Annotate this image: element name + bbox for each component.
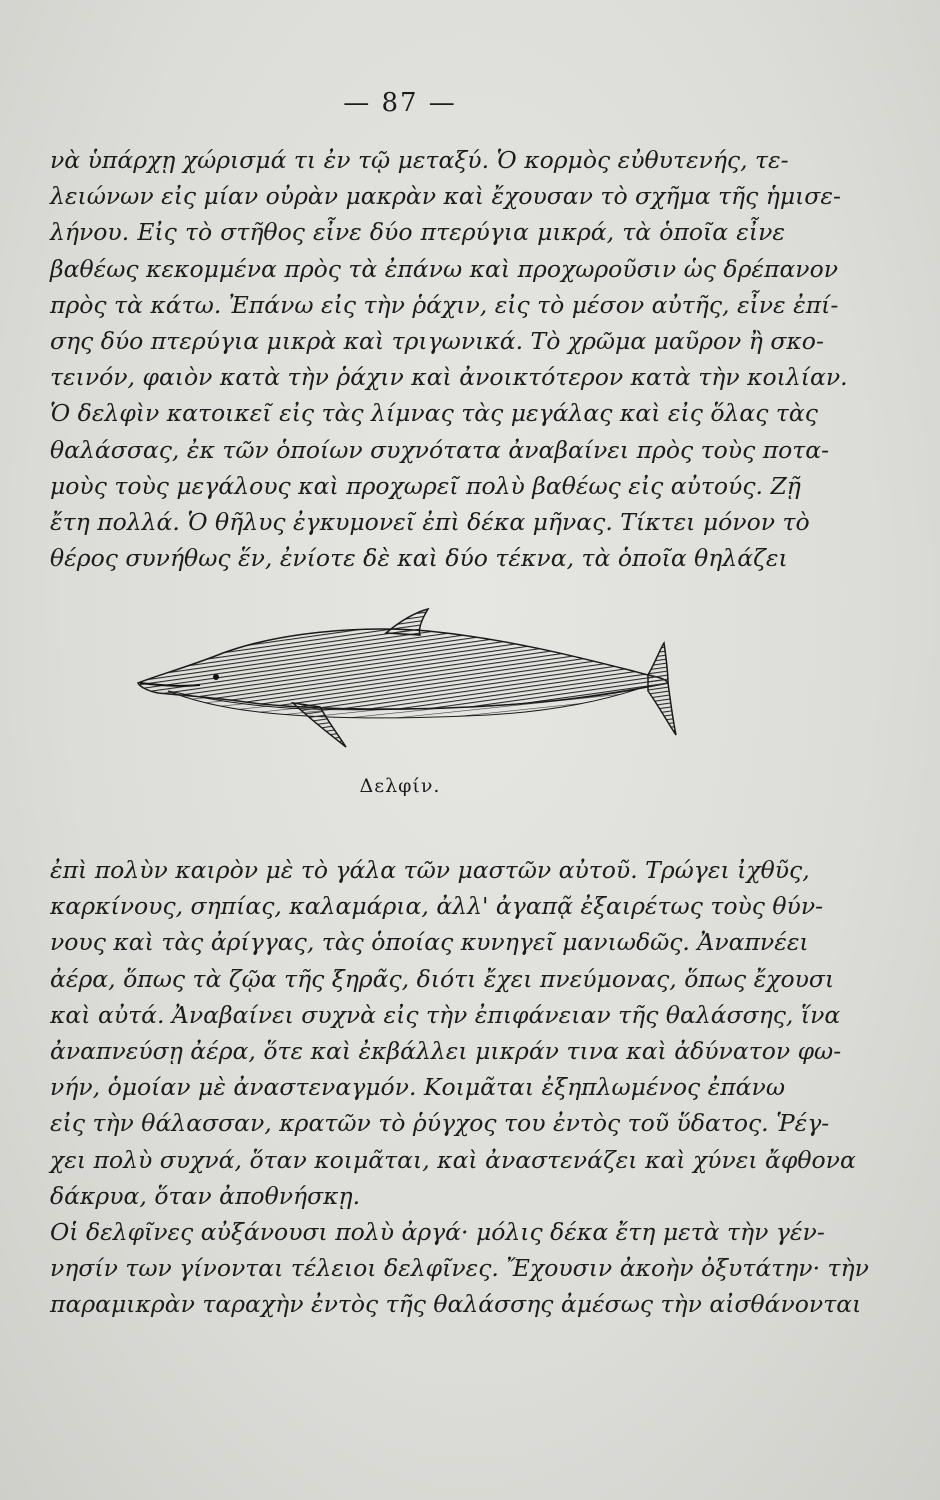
text-line: θαλάσσας, ἐκ τῶν ὁποίων συχνότατα ἀναβαίνει πρὸς τοὺς ποτα- [50, 435, 830, 464]
text-line: ἀέρα, ὅπως τὰ ζῷα τῆς ξηρᾶς, διότι ἔχει πνεύμονας, ὅπως ἔχουσι [50, 964, 835, 993]
text-line: νήν, ὁμοίαν μὲ ἀναστεναγμόν. Κοιμᾶται ἐξηπλωμένος ἐπάνω [50, 1073, 785, 1102]
figure-caption: Δελφίν. [359, 775, 441, 797]
text-line: παραμικρὰν ταραχὴν ἐντὸς τῆς θαλάσσης ἀμέσως τὴν αἰσθάνονται [50, 1290, 862, 1319]
text-line: δάκρυα, ὅταν ἀποθνήσκῃ. [50, 1181, 361, 1210]
text-line: νους καὶ τὰς ἀρίγγας, τὰς ὁποίας κυνηγεῖ μανιωδῶς. Ἀναπνέει [50, 928, 809, 957]
text-line: μοὺς τοὺς μεγάλους καὶ προχωρεῖ πολὺ βαθέως εἰς αὐτούς. Ζῇ [50, 471, 801, 500]
text-line: Ὁ δελφὶν κατοικεῖ εἰς τὰς λίμνας τὰς μεγάλας καὶ εἰς ὅλας τὰς [50, 399, 818, 428]
text-line: εἰς τὴν θάλασσαν, κρατῶν τὸ ῥύγχος του ἐντὸς τοῦ ὕδατος. Ῥέγ- [50, 1109, 830, 1138]
text-line: λειώνων εἰς μίαν οὐρὰν μακρὰν καὶ ἔχουσαν τὸ σχῆμα τῆς ἡμισε- [50, 182, 841, 211]
text-block-bottom [50, 852, 869, 1323]
text-line: πρὸς τὰ κάτω. Ἐπάνω εἰς τὴν ῥάχιν, εἰς τὸ μέσον αὐτῆς, εἶνε ἐπί- [50, 290, 839, 319]
text-line: σης δύο πτερύγια μικρὰ καὶ τριγωνικά. Τὸ χρῶμα μαῦρον ἢ σκο- [50, 327, 824, 356]
dolphin-tail-fluke [648, 643, 676, 735]
text-line: νὰ ὑπάρχῃ χώρισμά τι ἐν τῷ μεταξύ. Ὁ κορμὸς εὐθυτενής, τε- [50, 146, 789, 174]
text-line: χει πολὺ συχνά, ὅταν κοιμᾶται, καὶ ἀναστενάζει καὶ χύνει ἄφθονα [50, 1145, 856, 1174]
text-line: καὶ αὐτά. Ἀναβαίνει συχνὰ εἰς τὴν ἐπιφάνειαν τῆς θαλάσσης, ἵνα [50, 1000, 841, 1029]
text-line: καρκίνους, σηπίας, καλαμάρια, ἀλλ' ἀγαπᾷ ἐξαιρέτως τοὺς θύν- [50, 892, 824, 921]
dolphin-illustration [128, 605, 708, 770]
dolphin-eye [213, 674, 219, 680]
text-line: ἔτη πολλά. Ὁ θῆλυς ἐγκυμονεῖ ἐπὶ δέκα μῆνας. Τίκτει μόνον τὸ [50, 508, 810, 537]
text-block-top [50, 142, 848, 576]
text-line: Οἱ δελφῖνες αὐξάνουσι πολὺ ἀργά· μόλις δέκα ἔτη μετὰ τὴν γέν- [50, 1218, 825, 1247]
text-line: ἐπὶ πολὺν καιρὸν μὲ τὸ γάλα τῶν μαστῶν αὐτοῦ. Τρώγει ἰχθῦς, [50, 856, 810, 884]
text-line: λήνου. Εἰς τὸ στῆθος εἶνε δύο πτερύγια μικρά, τὰ ὁποῖα εἶνε [50, 218, 785, 247]
text-line: βαθέως κεκομμένα πρὸς τὰ ἐπάνω καὶ προχωροῦσιν ὡς δρέπανον [50, 254, 839, 283]
text-line: τεινόν, φαιὸν κατὰ τὴν ῥάχιν καὶ ἀνοικτότερον κατὰ τὴν κοιλίαν. [50, 363, 848, 392]
page-number: — 87 — [343, 88, 457, 118]
text-line: θέρος συνήθως ἕν, ἐνίοτε δὲ καὶ δύο τέκνα, τὰ ὁποῖα θηλάζει [50, 544, 788, 573]
text-line: ἀναπνεύσῃ ἀέρα, ὅτε καὶ ἐκβάλλει μικράν τινα καὶ ἀδύνατον φω- [50, 1037, 842, 1066]
text-line: νησίν των γίνονται τέλειοι δελφῖνες. Ἔχουσιν ἀκοὴν ὀξυτάτην· τὴν [50, 1254, 869, 1283]
